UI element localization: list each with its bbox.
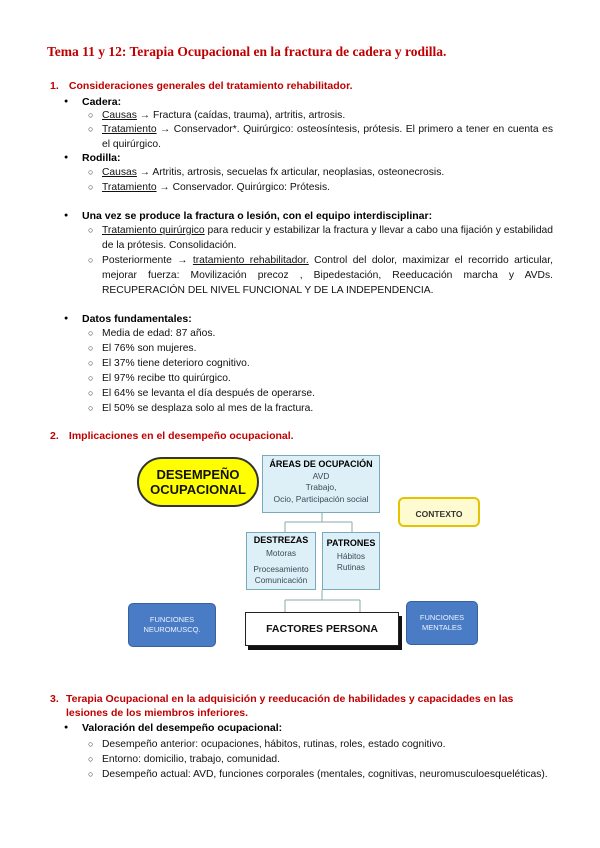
list-item: ○ El 37% tiene deterioro cognitivo. [88, 358, 250, 369]
circle-bullet-icon: ○ [88, 403, 94, 413]
circle-bullet-icon: ○ [88, 110, 94, 120]
circle-bullet-icon: ○ [88, 124, 94, 134]
desempeno-ocupacional-box: DESEMPEÑO OCUPACIONAL [137, 457, 259, 507]
destrezas-box: DESTREZAS Motoras Procesamiento Comunicación [246, 532, 316, 590]
section-title: Terapia Ocupacional en la adquisición y reeducación de habilidades y capacidades en las lesiones de los miembros inferiores. [66, 693, 514, 719]
factores-persona-box: FACTORES PERSONA [245, 612, 399, 646]
bullet-rodilla [64, 152, 121, 164]
list-item: ○ El 64% se levanta el día después de operarse. [88, 388, 315, 399]
bullet-label: Cadera: [82, 96, 122, 108]
bullet-label: Rodilla: [82, 152, 121, 164]
section-title: Consideraciones generales del tratamiento rehabilitador. [68, 80, 353, 92]
sub-item: ○ Tratamiento → Conservador. Quirúrgico: Prótesis. [88, 182, 330, 193]
patrones-box: PATRONES Hábitos Rutinas [322, 532, 380, 590]
section-title: Implicaciones en el desempeño ocupacional. [68, 430, 294, 442]
funciones-mentales-box: FUNCIONES MENTALES [406, 601, 478, 645]
circle-bullet-icon: ○ [88, 739, 94, 749]
list-item: ○ Desempeño actual: AVD, funciones corporales (mentales, cognitivas, neuromusculoesqueléticas). [88, 769, 548, 780]
bullet-label: Valoración del desempeño ocupacional: [82, 722, 283, 734]
circle-bullet-icon: ○ [88, 754, 94, 764]
section-number: 2. [50, 430, 59, 442]
sub-item: ○ Tratamiento quirúrgico para reducir y estabilizar la fractura y llevar a cabo una fijación y estabilidad de la prótesis. Consolidación. [88, 225, 554, 251]
circle-bullet-icon: ○ [88, 769, 94, 779]
bullet-datos [64, 313, 192, 325]
list-item: ○ Media de edad: 87 años. [88, 328, 216, 339]
list-item: ○ Entorno: domicilio, trabajo, comunidad. [88, 754, 281, 765]
circle-bullet-icon: ○ [88, 388, 94, 398]
bullet-label: Datos fundamentales: [82, 313, 192, 325]
page-title: Tema 11 y 12: Terapia Ocupacional en la fractura de cadera y rodilla. [47, 44, 447, 59]
circle-bullet-icon: ○ [88, 358, 94, 368]
sub-item: ○ Causas → Artritis, artrosis, secuelas fx articular, neoplasias, osteonecrosis. [88, 167, 445, 178]
bullet-valoracion [64, 722, 282, 734]
circle-bullet-icon: ○ [88, 167, 94, 177]
contexto-box: CONTEXTO [398, 497, 480, 527]
list-item: ○ El 50% se desplaza solo al mes de la fractura. [88, 403, 314, 414]
sub-item: ○ Posteriormente → tratamiento rehabilitador. Control del dolor, maximizar el recorrido articular, mejorar fuerza: Movilización precoz , Bipedestación, Reeducación marcha y AVDs. RECUPERACIÓN DEL NIVEL FUNCIONAL Y DE LA INDEPENDENCIA. [88, 255, 553, 296]
section-number: 3. [50, 693, 59, 705]
sub-item: ○ Tratamiento → Conservador*. Quirúrgico: osteosíntesis, prótesis. El primero a tener en cuenta es el quirúrgico. [88, 124, 553, 150]
circle-bullet-icon: ○ [88, 255, 94, 265]
bullet-label: Una vez se produce la fractura o lesión, con el equipo interdisciplinar: [82, 210, 433, 222]
list-item: ○ Desempeño anterior: ocupaciones, hábitos, rutinas, roles, estado cognitivo. [88, 739, 446, 750]
section-2-heading [50, 430, 294, 442]
circle-bullet-icon: ○ [88, 182, 94, 192]
areas-ocupacion-box: ÁREAS DE OCUPACIÓN AVD Trabajo, Ocio, Participación social [262, 455, 380, 513]
bullet-cadera [64, 96, 121, 108]
list-item: ○ El 97% recibe tto quirúrgico. [88, 373, 231, 384]
circle-bullet-icon: ○ [88, 328, 94, 338]
section-1-heading [50, 80, 353, 92]
funciones-neuromusculares-box: FUNCIONES NEUROMUSCQ. [128, 603, 216, 647]
section-number: 1. [50, 80, 59, 92]
section-3-heading [50, 692, 555, 720]
bullet-equipo [64, 210, 432, 222]
sub-item: ○ Causas → Fractura (caídas, trauma), artritis, artrosis. [88, 110, 346, 121]
circle-bullet-icon: ○ [88, 373, 94, 383]
circle-bullet-icon: ○ [88, 225, 94, 235]
circle-bullet-icon: ○ [88, 343, 94, 353]
list-item: ○ El 76% son mujeres. [88, 343, 197, 354]
